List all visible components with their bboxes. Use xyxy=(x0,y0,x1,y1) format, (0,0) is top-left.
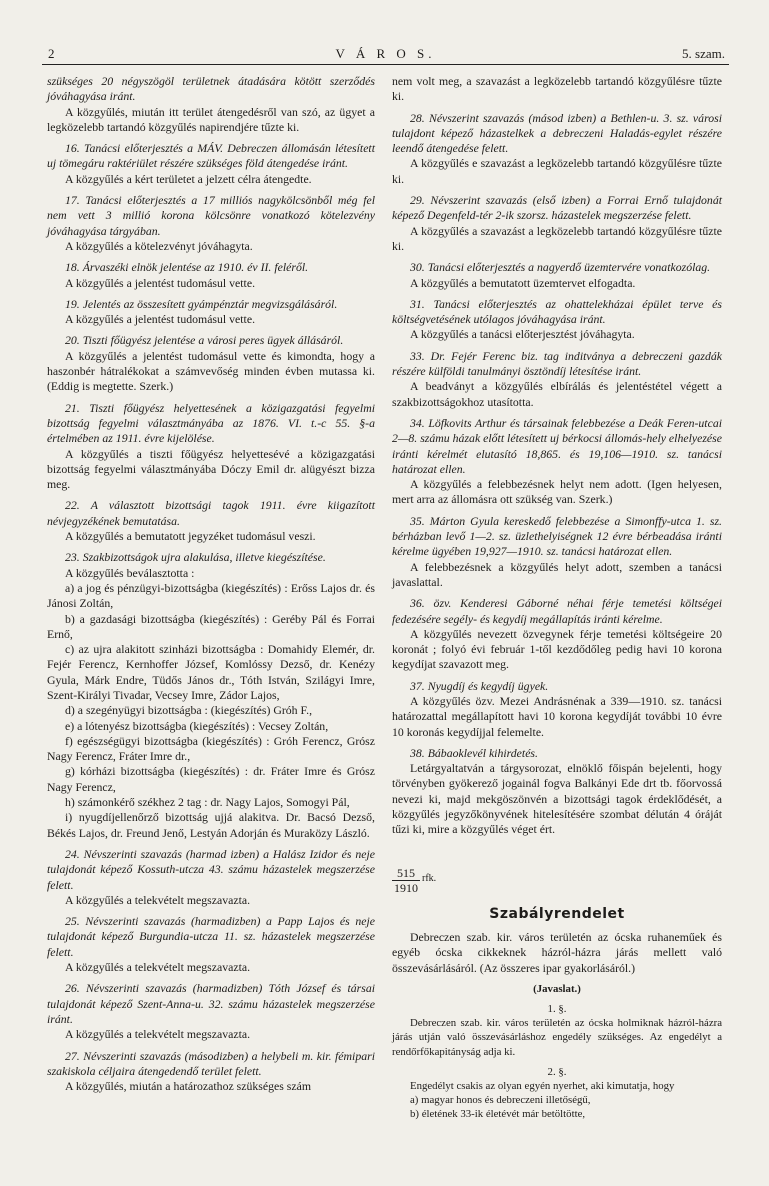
list-item: f) egészségügyi bizottságba (kiegészítés) : Gróh Ferencz, Grósz Nagy Ferencz, Fráter Imre dr., xyxy=(47,733,375,764)
paragraph: A közgyűlés a kötelezvényt jóváhagyta. xyxy=(65,238,253,253)
paragraph: A közgyűlés a tiszti főügyész helyettesévé a közigazgatási bizottság fegyelmi választmányába Dóczy Emil dr. alügyészt bizza meg. xyxy=(47,446,375,492)
paragraph: A közgyűlés a tanácsi előterjesztést jóváhagyta. xyxy=(410,327,635,342)
reference-numerator: 515 xyxy=(392,866,420,881)
paragraph: szükséges 20 négyszögöl területnek átadására kötött szerződés jóváhagyása iránt. xyxy=(47,74,375,104)
list-item: d) a szegényügyi bizottságba : (kiegészítés) Gróh F., xyxy=(65,703,313,718)
agenda-item-29: 29. Névszerint szavazás (első izben) a Forrai Ernő tulajdonát képező Degenfeld-tér 2-ik szorsz. házastelek megszerzése felett. xyxy=(392,193,722,223)
section-2-item-b: b) életének 33-ik életévét már betöltötte, xyxy=(410,1108,586,1121)
paragraph: A felebbezésnek a közgyűlés helyt adott, szemben a tanácsi javaslattal. xyxy=(392,559,722,589)
left-column xyxy=(47,74,375,1094)
section-1-heading: 1. §. xyxy=(547,1003,567,1016)
right-column xyxy=(392,74,722,1122)
section-2-heading: 2. §. xyxy=(547,1065,567,1078)
list-item: i) nyugdíjellenőrző bizottság ujjá alakitva. Dr. Bacsó Dezső, Békés Lajos, dr. Freund Jenő, Lestyán Adorján és Muraközy László. xyxy=(47,810,375,840)
section-1-text: Debreczen szab. kir. város területén az ócska holmiknak házról-házra járás utján való összevásárláshoz engedély szükséges. Az engedélyt a rendőrfőkapitányság adja ki. xyxy=(392,1017,722,1058)
agenda-item-25: 25. Névszerinti szavazás (harmadizben) a Papp Lajos és neje tulajdonát képező Burgundia-utcza 11. sz. házastelek megszerzése felett. xyxy=(47,914,375,959)
paragraph: A közgyűlés a szavazást a legközelebb tartandó közgyűlésre tűzte ki. xyxy=(392,223,722,253)
agenda-item-38: 38. Bábaoklevél kihirdetés. xyxy=(410,745,538,760)
agenda-item-34: 34. Löfkovits Arthur és társainak felebbezése a Deák Feren-utcai 2—8. számu házak előtt létesített uj bérkocsi állomás-hely elhelyezése iránti kérelmét elutasító 18,865. és 19,106—1910. sz. tanácsi határozat ellen. xyxy=(392,415,722,476)
agenda-item-28: 28. Névszerint szavazás (másod izben) a Bethlen-u. 3. sz. városi tulajdont képező házastelkek a debreczeni Haladás-egylet részére leendő átengedése felett. xyxy=(392,110,722,156)
list-item: c) az ujra alakitott szinházi bizottságba : Domahidy Elemér, dr. Fejér Ferencz, Kernhoffer József, Komlóssy Dezső, dr. Kenézy Gyula, Márk Endre, Tüdős János dr., Tóth István, Szilágyi Imre, Szent-Királyi Tivadar, Vecsey Imre, Zádor Lajos, xyxy=(47,642,375,702)
agenda-item-31: 31. Tanácsi előterjesztés az ohattelekházai épület terve és költségvetésének utólagos jóváhagyása iránt. xyxy=(392,296,722,327)
paragraph: A beadványt a közgyűlés elbírálás és jelentéstétel végett a szakbizottságokhoz utasította. xyxy=(392,379,722,409)
journal-title: V Á R O S. xyxy=(335,46,436,61)
paragraph: A közgyűlés a felebbezésnek helyt nem adott. (Igen helyesen, mert arra az állomásra ott szükség van. Szerk.) xyxy=(392,477,722,507)
paragraph: A közgyűlés a telekvételt megszavazta. xyxy=(65,960,251,975)
list-item: a) a jog és pénzügyi-bizottságba (kiegészítés) : Erőss Lajos dr. és Jánosi Zoltán, xyxy=(47,580,375,611)
reference-denominator: 1910 xyxy=(394,880,418,895)
paragraph: A közgyűlés özv. Mezei Andrásnénak a 339—1910. sz. tanácsi határozattal megállapított havi 10 korona kegydíját további 10 évre 10 koronás kegydíjjal felemelte. xyxy=(392,693,722,739)
list-item: h) számonkérő székhez 2 tag : dr. Nagy Lajos, Somogyi Pál, xyxy=(65,795,350,810)
agenda-item-16: 16. Tanácsi előterjesztés a MÁV. Debreczen állomásán létesített uj tömegáru raktériület részére szükséges föld átengedése iránt. xyxy=(47,141,375,171)
list-item: e) a lótenyész bizottságba (kiegészítés) : Vecsey Zoltán, xyxy=(65,718,329,733)
page-header xyxy=(42,42,729,65)
section-2-item-a: a) magyar honos és debreczeni illetőségű, xyxy=(410,1094,591,1107)
paragraph: A közgyűlés, miután itt terület átengedésről van szó, az ügyet a legközelebb tartandó közgyűlés napirendjére tűzte ki. xyxy=(47,104,375,134)
reference-suffix: rfk. xyxy=(422,872,437,884)
paragraph: A közgyűlés a jelentést tudomásul vette. xyxy=(65,275,256,290)
agenda-item-30: 30. Tanácsi előterjesztés a nagyerdő üzemtervére vonatkozólag. xyxy=(410,260,711,275)
list-item: b) a gazdasági bizottságba (kiegészítés) : Geréby Pál és Forrai Ernő, xyxy=(47,611,375,641)
paragraph: A közgyűlés a kért területet a jelzett célra átengedte. xyxy=(65,171,312,186)
agenda-item-27: 27. Névszerinti szavazás (másodizben) a helybeli m. kir. fémipari szakiskola céljaira átengedendő terület felett. xyxy=(47,1048,375,1078)
paragraph: Letárgyaltatván a tárgysorozat, elnöklő főispán bejelenti, hogy törvényben gyökerező jogainál fogva Balkányi Ede drt tb. főorvossá nevezi ki, majd mekgöszönvén a bizottsági tagok érdeklődését, a közgyűlés jegyzőkönyvének hitelesítésére szombat délután 4 óráját tűzi ki, mire a közgyűlés véget ért. xyxy=(392,761,722,837)
paragraph: A közgyűlés nevezett özvegynek férje temetési költségeire 20 koronát ; folyó évi február 1-től kezdődőleg pedig havi 10 korona kegydíjat szavazott meg. xyxy=(392,626,722,672)
agenda-item-22: 22. A választott bizottsági tagok 1911. évre kiigazított névjegyzékének bemutatása. xyxy=(47,498,375,528)
paragraph: A közgyűlés a jelentést tudomásul vette és kimondta, hogy a haszonbér hátralékokat a számvevőség minden évben mutassa ki. (Eddig is megtette. Szerk.) xyxy=(47,348,375,394)
agenda-item-19: 19. Jelentés az összesített gyámpénztár megvizsgálásáról. xyxy=(65,296,338,311)
agenda-item-17: 17. Tanácsi előterjesztés a 17 milliós nagykölcsönből még fel nem vett 3 millió korona kölcsönre vonatkozó kötelezvény jóváhagyása tárgyában. xyxy=(47,193,375,238)
paragraph: A közgyűlés a telekvételt megszavazta. xyxy=(65,1027,251,1042)
paragraph: nem volt meg, a szavazást a legközelebb tartandó közgyűlésre tűzte ki. xyxy=(392,74,722,104)
paragraph: A közgyűlés a bemutatott jegyzéket tudomásul veszi. xyxy=(65,529,316,544)
paragraph: A közgyűlés e szavazást a legközelebb tartandó közgyűlésre tűzte ki. xyxy=(392,156,722,186)
regulation-intro: Debreczen szab. kir. város területén az ócska ruhaneműek és egyéb ócska cikkeknek házról-házra járás mellett való összevásárlásáról. (Az összeres ipar gyakorlásáról.) xyxy=(392,929,722,975)
agenda-item-20: 20. Tiszti főügyész jelentése a városi peres ügyek állásáról. xyxy=(65,333,344,348)
agenda-item-36: 36. özv. Kenderesi Gáborné néhai férje temetési költségei fedezésére segély- és kegydíj megállapítás iránti kérelme. xyxy=(392,596,722,626)
page-number: 2 xyxy=(48,46,55,61)
regulation-title: Szabályrendelet xyxy=(489,905,625,922)
agenda-item-21: 21. Tiszti főügyész helyettesének a közigazgatási fegyelmi bizottság fegyelmi választmányába az 1876. VI. t.-c 55. §-a értelmében az 1911. évre kijelölése. xyxy=(47,400,375,446)
agenda-item-35: 35. Márton Gyula kereskedő felebbezése a Simonffy-utca 1. sz. bérházban levő 1—2. sz. üzlethelyiségnek 12 évre bérbeadása iránti kérelme ügyében 19,927—1910. sz. tanácsi határozat ellen. xyxy=(392,513,722,559)
reference-number xyxy=(392,866,722,895)
paragraph: A közgyűlés, miután a határozathoz szükséges szám xyxy=(65,1079,312,1094)
paragraph: A közgyűlés a telekvételt megszavazta. xyxy=(65,892,251,907)
agenda-item-23: 23. Szakbizottságok ujra alakulása, illetve kiegészítése. xyxy=(65,550,326,565)
section-2-text: Engedélyt csakis az olyan egyén nyerhet, aki kimutatja, hogy xyxy=(410,1080,675,1093)
agenda-item-37: 37. Nyugdíj és kegydíj ügyek. xyxy=(410,678,549,693)
agenda-item-18: 18. Árvaszéki elnök jelentése az 1910. év II. feléről. xyxy=(65,260,309,275)
agenda-item-33: 33. Dr. Fejér Ferenc biz. tag inditványa a debreczeni gazdák részére külföldi tanulmányi ösztöndíj létesítése iránt. xyxy=(392,348,722,379)
list-item: g) kórházi bizottságba (kiegészítés) : dr. Fráter Imre és Grósz Nagy Ferencz, xyxy=(47,764,375,794)
issue-number: 5. szam. xyxy=(682,46,725,61)
paragraph: A közgyűlés beválasztotta : xyxy=(65,565,195,580)
paragraph: A közgyűlés a bemutatott üzemtervet elfogadta. xyxy=(410,275,636,290)
paragraph: A közgyűlés a jelentést tudomásul vette. xyxy=(65,312,256,327)
proposal-label: (Javaslat.) xyxy=(533,982,581,995)
agenda-item-24: 24. Névszerinti szavazás (harmad izben) a Halász Izidor és neje tulajdonát képező Kossuth-utcza 43. számu házastelek megszerzése felett. xyxy=(47,846,375,892)
agenda-item-26: 26. Névszerinti szavazás (harmadizben) Tóth József és társai tulajdonát képező Szent-Anna-u. 32. számu házastelek megszerzése iránt. xyxy=(47,981,375,1026)
